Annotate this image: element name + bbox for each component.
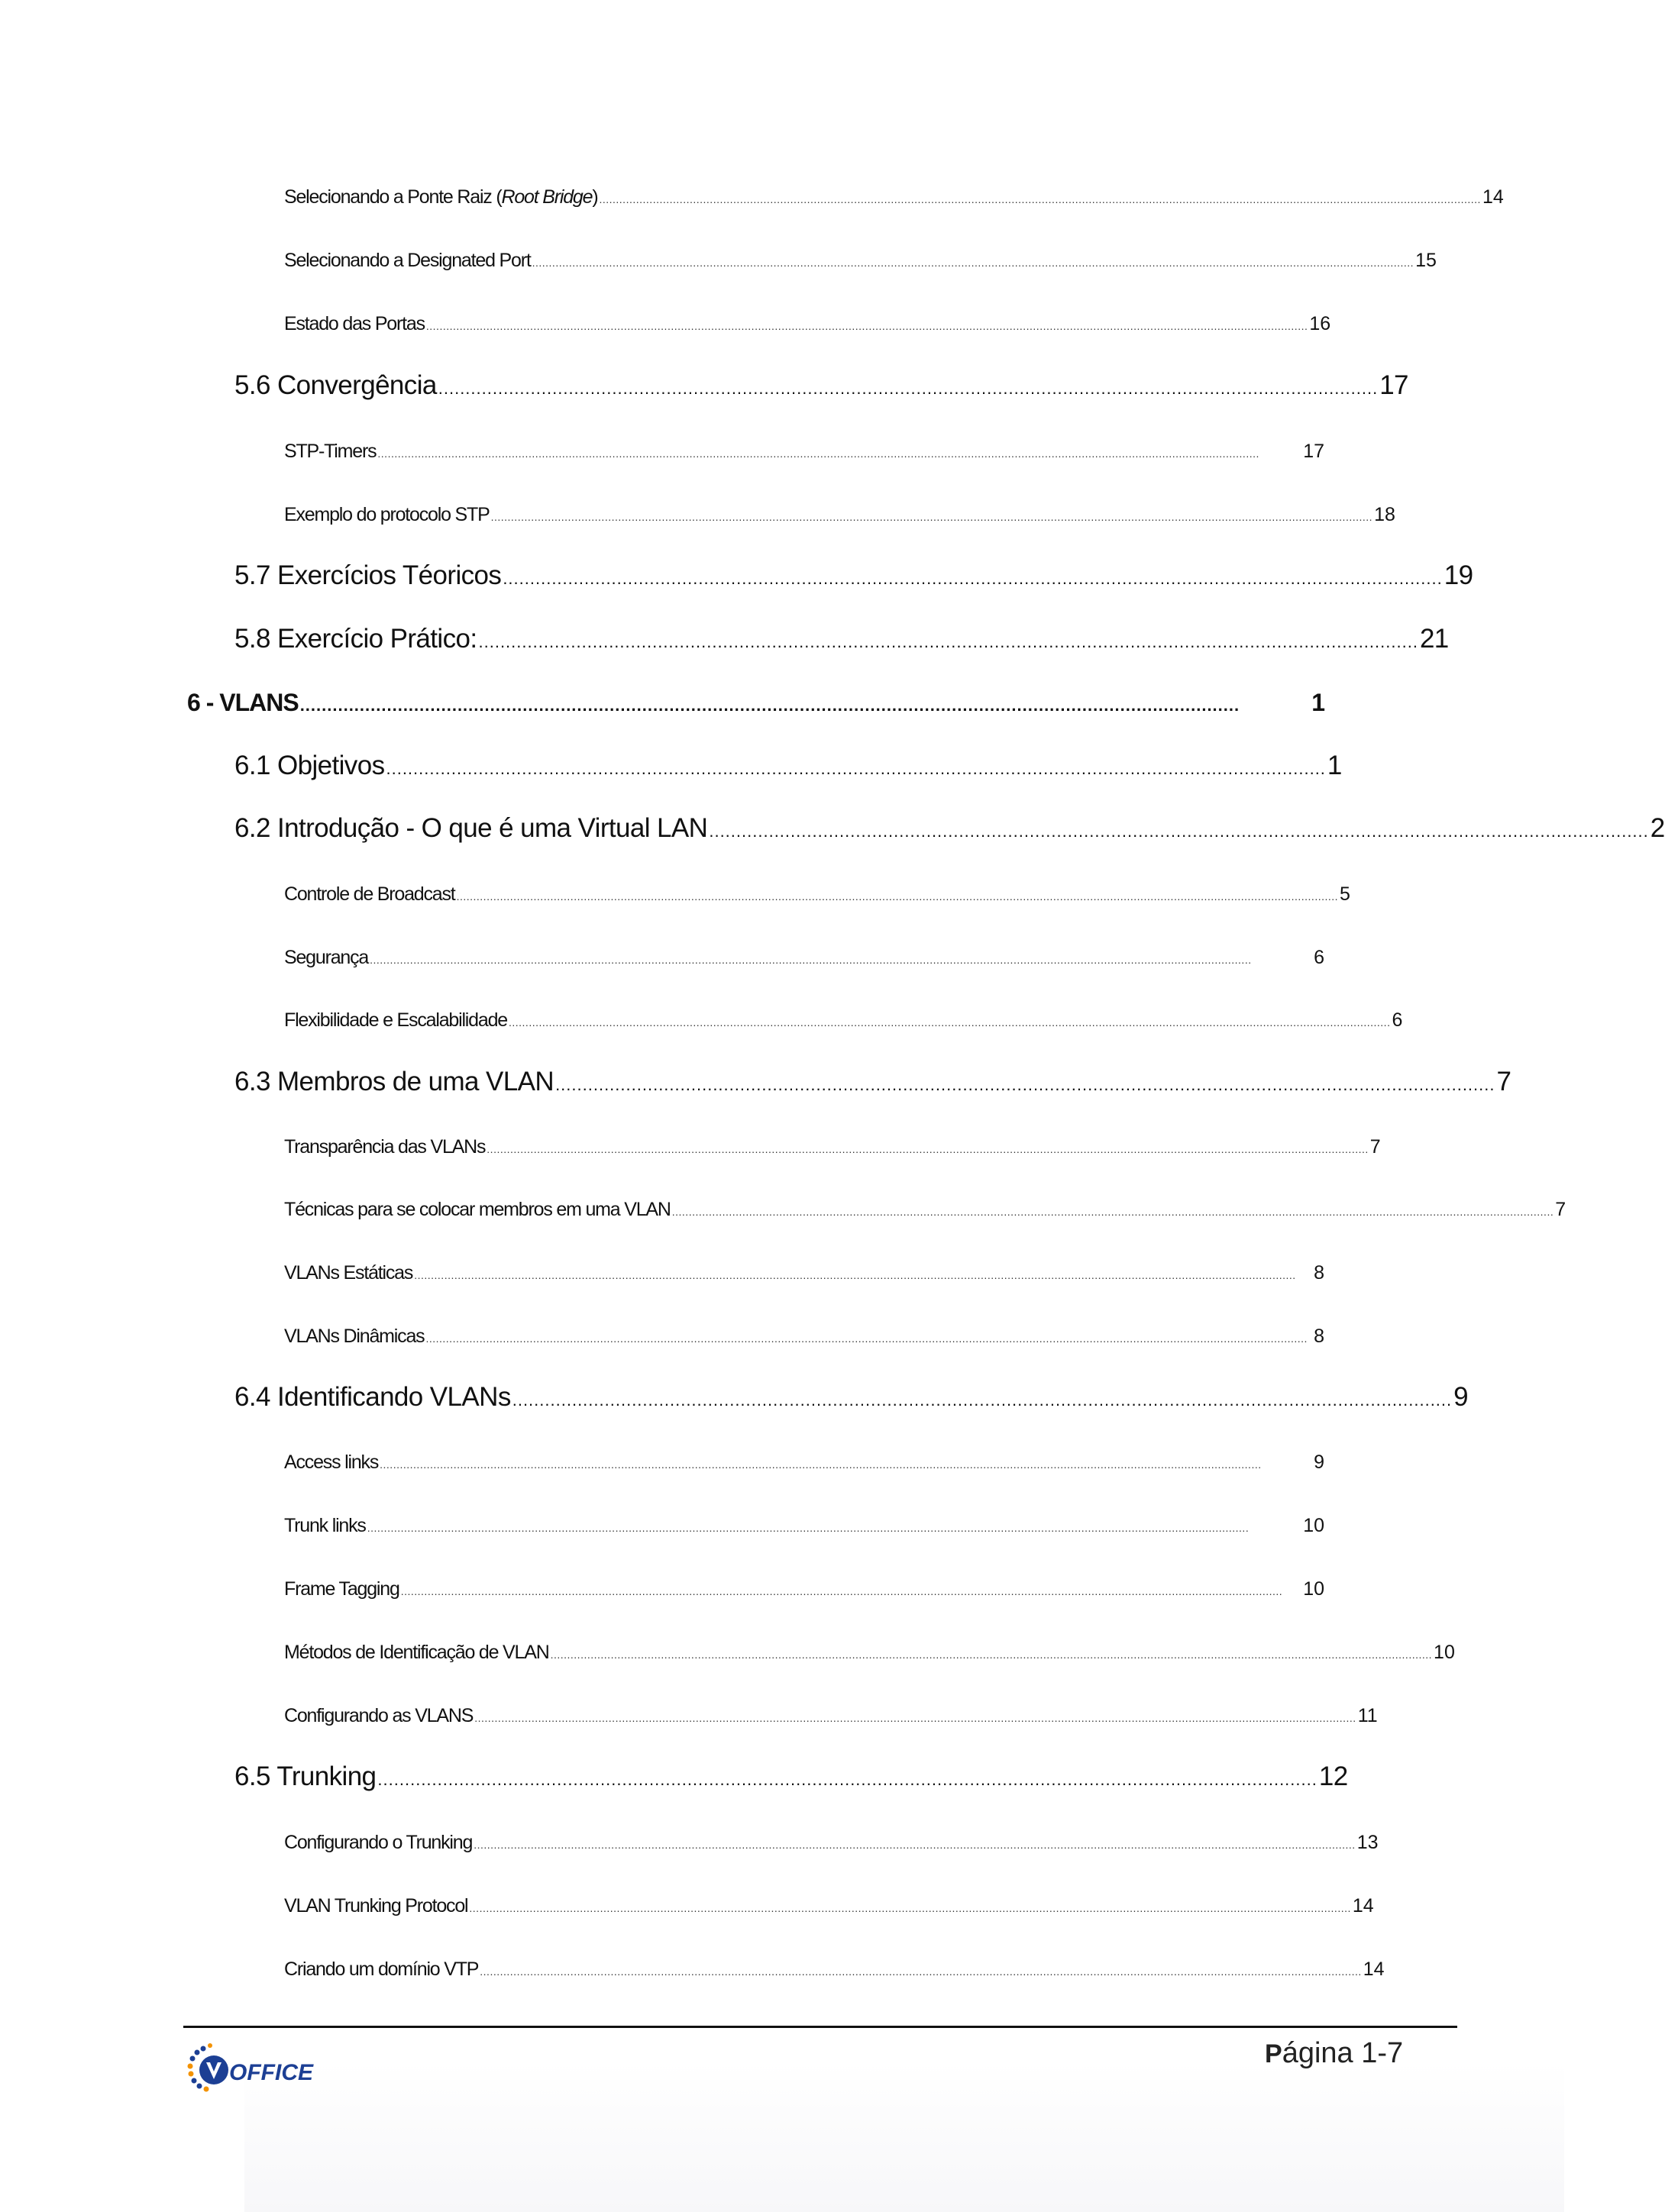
toc-entry[interactable] xyxy=(234,1382,1469,1413)
toc-entry-title: 5.8 Exercício Prático: xyxy=(234,624,477,654)
toc-entry-page: 2 xyxy=(1650,813,1665,843)
toc-entry-page: 13 xyxy=(1356,1832,1379,1853)
toc-entry[interactable] xyxy=(284,1262,1324,1284)
toc-entry[interactable] xyxy=(284,441,1324,463)
dot-leader: ....................................................................................................................................................................................................................................................................... xyxy=(532,257,1414,269)
dot-leader: ....................................................................................................................................................................................................................................................................... xyxy=(380,1458,1262,1471)
toc-entry[interactable] xyxy=(234,560,1473,591)
toc-entry-title: 6 - VLANS xyxy=(187,689,299,716)
toc-entry-title: Flexibilidade e Escalabilidade xyxy=(284,1009,507,1031)
toc-entry-title: STP-Timers xyxy=(284,441,377,462)
toc-entry-page: 6 xyxy=(1314,947,1324,968)
toc-entry-title: Transparência das VLANs xyxy=(284,1136,486,1158)
toc-entry-page: 7 xyxy=(1555,1199,1566,1220)
toc-entry-title: Criando um domínio VTP xyxy=(284,1959,479,1980)
toc-entry-page: 18 xyxy=(1374,504,1395,525)
toc-entry-title: 5.7 Exercícios Téoricos xyxy=(234,560,502,590)
dot-leader: ....................................................................................................................................................................................................................................................................... xyxy=(487,1143,1369,1155)
office-logo xyxy=(183,2035,344,2104)
toc-entry-title: VLANs Estáticas xyxy=(284,1262,413,1284)
toc-entry-page: 7 xyxy=(1496,1067,1511,1096)
dot-leader: ....................................................................................................................................................................................................................................................................... xyxy=(474,1712,1356,1724)
dot-leader: ....................................................................................................................................................................................................................................................................... xyxy=(367,1522,1250,1534)
toc-entry[interactable] xyxy=(234,813,1665,844)
dot-leader: ....................................................................................................................................................................................................................................................................... xyxy=(469,1902,1351,1914)
toc-entry-page: 16 xyxy=(1309,313,1331,334)
dot-leader: ............................................................................................................................................................................. xyxy=(438,379,1379,398)
toc-entry-title: VLAN Trunking Protocol xyxy=(284,1895,468,1917)
toc-entry-page: 12 xyxy=(1318,1762,1348,1791)
toc-entry-title: Configurando o Trunking xyxy=(284,1832,473,1853)
toc-entry-page: 10 xyxy=(1434,1642,1455,1663)
dot-leader: ............................................................................................................................................................................. xyxy=(709,822,1649,841)
toc-entry-page: 21 xyxy=(1419,624,1449,654)
toc-entry[interactable] xyxy=(234,751,1342,781)
toc-entry-page: 10 xyxy=(1303,1578,1324,1600)
toc-entry-title: Selecionando a Designated Port xyxy=(284,250,531,271)
toc-entry-page: 14 xyxy=(1352,1895,1374,1917)
toc-entry-page: 10 xyxy=(1303,1515,1324,1536)
toc-entry-page: 9 xyxy=(1314,1452,1324,1473)
toc-entry-page: 17 xyxy=(1303,441,1324,462)
toc-entry-page: 8 xyxy=(1314,1262,1324,1284)
toc-entry-title: Exemplo do protocolo STP xyxy=(284,504,490,525)
toc-entry[interactable] xyxy=(284,1895,1374,1917)
dot-leader: ....................................................................................................................................................................................................................................................................... xyxy=(414,1269,1296,1281)
toc-entry-page: 19 xyxy=(1444,560,1473,590)
dot-leader: ............................................................................................................................................................................. xyxy=(386,759,1326,778)
dot-leader: ............................................................................................................................................................................. xyxy=(555,1075,1495,1094)
toc-entry[interactable] xyxy=(284,1705,1378,1727)
toc-entry[interactable] xyxy=(284,1009,1403,1032)
toc-entry-page: 7 xyxy=(1369,1136,1381,1158)
dot-leader: ....................................................................................................................................................................................................................................................................... xyxy=(490,511,1373,523)
toc-entry-title: 6.2 Introdução - O que é uma Virtual LAN xyxy=(234,813,708,843)
dot-leader: ....................................................................................................................................................................................................................................................................... xyxy=(377,447,1259,460)
toc-entry[interactable] xyxy=(284,1199,1566,1221)
toc-entry-page: 5 xyxy=(1340,883,1350,905)
dot-leader: ....................................................................................................................................................................................................................................................................... xyxy=(508,1016,1391,1028)
toc-entry[interactable] xyxy=(284,504,1395,526)
dot-leader: ....................................................................................................................................................................................................................................................................... xyxy=(550,1649,1433,1661)
toc-entry-title: 6.3 Membros de uma VLAN xyxy=(234,1067,554,1096)
toc-entry-title: 6.4 Identificando VLANs xyxy=(234,1382,511,1412)
toc-entry-page: 14 xyxy=(1363,1959,1385,1980)
toc-entry-page: 8 xyxy=(1314,1326,1324,1347)
dot-leader: ....................................................................................................................................................................................................................................................................... xyxy=(474,1839,1356,1851)
toc-entry-title: Métodos de Identificação de VLAN xyxy=(284,1642,549,1663)
toc-entry-title: Controle de Broadcast xyxy=(284,883,455,905)
toc-entry-page: 17 xyxy=(1379,370,1408,400)
toc-entry[interactable] xyxy=(234,624,1449,654)
logo-v-circle xyxy=(199,2055,228,2084)
logo-wordmark: OFFICE xyxy=(229,2060,313,2085)
toc-entry[interactable] xyxy=(234,1762,1348,1792)
toc-entry-page: 1 xyxy=(1311,689,1324,716)
toc-entry[interactable] xyxy=(234,370,1408,401)
dot-leader: ............................................................................................................................................................................. xyxy=(503,569,1443,588)
dot-leader: ....................................................................................................................................................................................................................................................................... xyxy=(400,1585,1283,1597)
toc-entry-title: VLANs Dinâmicas xyxy=(284,1326,425,1347)
toc-entry-page: 15 xyxy=(1415,250,1437,271)
dot-leader: ............................................................................................................................................................................. xyxy=(377,1770,1317,1789)
toc-entry-title: 5.6 Convergência xyxy=(234,370,437,400)
toc-entry-page: 6 xyxy=(1392,1009,1403,1031)
toc-entry[interactable] xyxy=(284,1326,1324,1348)
toc-entry[interactable] xyxy=(284,313,1331,335)
toc-entry-title: 6.1 Objetivos xyxy=(234,751,385,780)
toc-entry-title: Técnicas para se colocar membros em uma VLAN xyxy=(284,1199,671,1220)
dot-leader: ............................................................................................................................................................................. xyxy=(512,1390,1453,1410)
toc-entry[interactable] xyxy=(284,883,1350,906)
dot-leader: ....................................................................................................................................................................................................................................................................... xyxy=(480,1965,1362,1978)
toc-entry[interactable] xyxy=(284,1578,1324,1600)
toc-entry[interactable] xyxy=(284,1832,1379,1854)
dot-leader: ....................................................................................................................................................................................................................................................................... xyxy=(456,890,1339,903)
toc-entry[interactable] xyxy=(284,1452,1324,1474)
toc-entry[interactable] xyxy=(284,947,1324,969)
toc-entry-page: 9 xyxy=(1453,1382,1469,1412)
toc-entry-title: Selecionando a Ponte Raiz (Root Bridge) xyxy=(284,186,598,208)
toc-entry[interactable] xyxy=(284,250,1437,272)
page-number: Página 1-7 xyxy=(1265,2037,1404,2069)
dot-leader: ....................................................................................................................................................................................................................................................................... xyxy=(425,1332,1308,1345)
dot-leader: ....................................................................................................................................................................................................................................................................... xyxy=(370,954,1252,966)
toc-entry-page: 11 xyxy=(1357,1705,1378,1726)
toc-entry-title: Frame Tagging xyxy=(284,1578,399,1600)
toc-entry-title: Segurança xyxy=(284,947,369,968)
dot-leader: ....................................................................................................................................................................................................................................................................... xyxy=(599,193,1481,205)
toc-entry[interactable] xyxy=(187,689,1324,717)
toc-entry-page: 1 xyxy=(1327,751,1342,780)
toc-entry-title: 6.5 Trunking xyxy=(234,1762,377,1791)
toc-entry[interactable] xyxy=(284,186,1504,208)
dot-leader: ....................................................................................................................................................................................................................................................................... xyxy=(671,1206,1554,1218)
dot-leader: ............................................................................................................................................................................. xyxy=(299,696,1240,715)
toc-entry-title: Trunk links xyxy=(284,1515,366,1536)
footer-shade xyxy=(244,2062,1564,2212)
footer-divider xyxy=(183,2026,1457,2028)
toc-entry[interactable] xyxy=(234,1067,1511,1097)
toc-entry[interactable] xyxy=(284,1959,1385,1981)
toc-entry-title: Access links xyxy=(284,1452,379,1473)
toc-entry-title: Configurando as VLANS xyxy=(284,1705,474,1726)
toc-entry[interactable] xyxy=(284,1642,1455,1664)
toc-entry-page: 14 xyxy=(1482,186,1504,208)
dot-leader: ............................................................................................................................................................................. xyxy=(478,632,1418,651)
toc-entry-title: Estado das Portas xyxy=(284,313,425,334)
toc-entry[interactable] xyxy=(284,1515,1324,1537)
toc-entry[interactable] xyxy=(284,1136,1381,1158)
dot-leader: ....................................................................................................................................................................................................................................................................... xyxy=(425,320,1308,332)
